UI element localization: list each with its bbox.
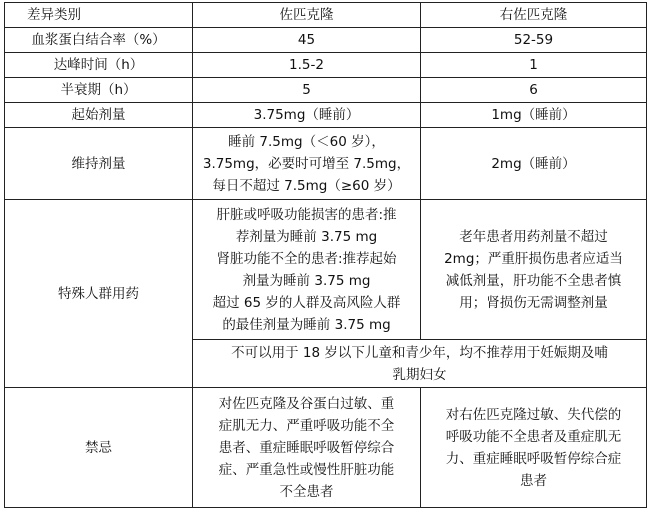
header-row — [5, 3, 647, 28]
zop-maint-line: 每日不超过 7.5mg（≥60 岁） — [212, 177, 401, 194]
eszop-special-line: 2mg；严重肝损伤患者应适当 — [444, 250, 623, 267]
eszop-special-line: 老年患者用药剂量不超过 — [459, 228, 608, 245]
eszop-half-life: 6 — [421, 78, 647, 103]
zop-maintenance-dose — [193, 128, 421, 200]
zop-start-dose: 3.75mg（睡前） — [193, 103, 421, 128]
row-tmax — [5, 53, 647, 78]
zop-special-line: 超过 65 岁的人群及高风险人群 — [212, 294, 401, 311]
eszop-contra-line: 力、重症睡眠呼吸暂停综合症 — [445, 450, 622, 467]
zop-special-line: 肾脏功能不全的患者:推荐起始 — [216, 250, 397, 267]
eszop-contraindications — [421, 388, 647, 508]
shared-note-line: 乳期妇女 — [392, 366, 447, 383]
eszop-special-population — [421, 200, 647, 340]
header-zopiclone: 佐匹克隆 — [193, 3, 421, 28]
eszop-maintenance-dose: 2mg（睡前） — [421, 128, 647, 200]
eszop-protein-binding: 52-59 — [421, 28, 647, 53]
zop-maint-line: 睡前 7.5mg（＜60 岁）， — [228, 133, 385, 150]
zop-contra-line: 对佐匹克隆及谷蛋白过敏、重 — [218, 395, 395, 412]
zop-half-life: 5 — [193, 78, 421, 103]
label-tmax: 达峰时间（h） — [5, 53, 193, 78]
zop-contra-line: 不全患者 — [279, 483, 334, 500]
label-protein-binding: 血浆蛋白结合率（%） — [5, 28, 193, 53]
row-start-dose — [5, 103, 647, 128]
header-eszopiclone: 右佐匹克隆 — [421, 3, 647, 28]
eszop-start-dose: 1mg（睡前） — [421, 103, 647, 128]
comparison-table — [4, 2, 647, 508]
header-category: 差异类别 — [5, 3, 193, 28]
eszop-contra-line: 患者 — [520, 472, 547, 489]
row-half-life — [5, 78, 647, 103]
label-maintenance-dose: 维持剂量 — [5, 128, 193, 200]
row-contraindications — [5, 388, 647, 508]
eszop-contra-line: 呼吸功能不全患者及重症肌无 — [445, 428, 622, 445]
eszop-tmax: 1 — [421, 53, 647, 78]
zop-contra-line: 症肌无力、严重呼吸功能不全 — [218, 417, 395, 434]
label-half-life: 半衰期（h） — [5, 78, 193, 103]
zop-maint-line: 3.75mg，必要时可增至 7.5mg， — [202, 155, 411, 172]
zop-tmax: 1.5-2 — [193, 53, 421, 78]
zop-contraindications — [193, 388, 421, 508]
label-special-population: 特殊人群用药 — [5, 200, 193, 388]
zop-protein-binding: 45 — [193, 28, 421, 53]
zop-special-line: 的最佳剂量为睡前 3.75 mg — [222, 316, 391, 333]
row-maintenance-dose — [5, 128, 647, 200]
zop-special-line: 肝脏或呼吸功能损害的患者:推 — [216, 206, 397, 223]
row-protein-binding — [5, 28, 647, 53]
eszop-contra-line: 对右佐匹克隆过敏、失代偿的 — [445, 406, 622, 423]
zop-contra-line: 症、严重急性或慢性肝脏功能 — [218, 461, 395, 478]
label-contraindications: 禁忌 — [5, 388, 193, 508]
zop-special-line: 荐剂量为睡前 3.75 mg — [235, 228, 378, 245]
zop-special-population — [193, 200, 421, 340]
zop-special-line: 剂量为睡前 3.75 mg — [242, 272, 371, 289]
row-special-population — [5, 200, 647, 340]
eszop-special-line: 减低剂量，肝功能不全患者慎 — [445, 272, 622, 289]
special-shared-note — [193, 340, 647, 388]
label-start-dose: 起始剂量 — [5, 103, 193, 128]
zop-contra-line: 患者、重症睡眠呼吸暂停综合 — [218, 439, 395, 456]
eszop-special-line: 用；肾损伤无需调整剂量 — [459, 294, 608, 311]
shared-note-line: 不可以用于 18 岁以下儿童和青少年，均不推荐用于妊娠期及哺 — [231, 344, 608, 361]
